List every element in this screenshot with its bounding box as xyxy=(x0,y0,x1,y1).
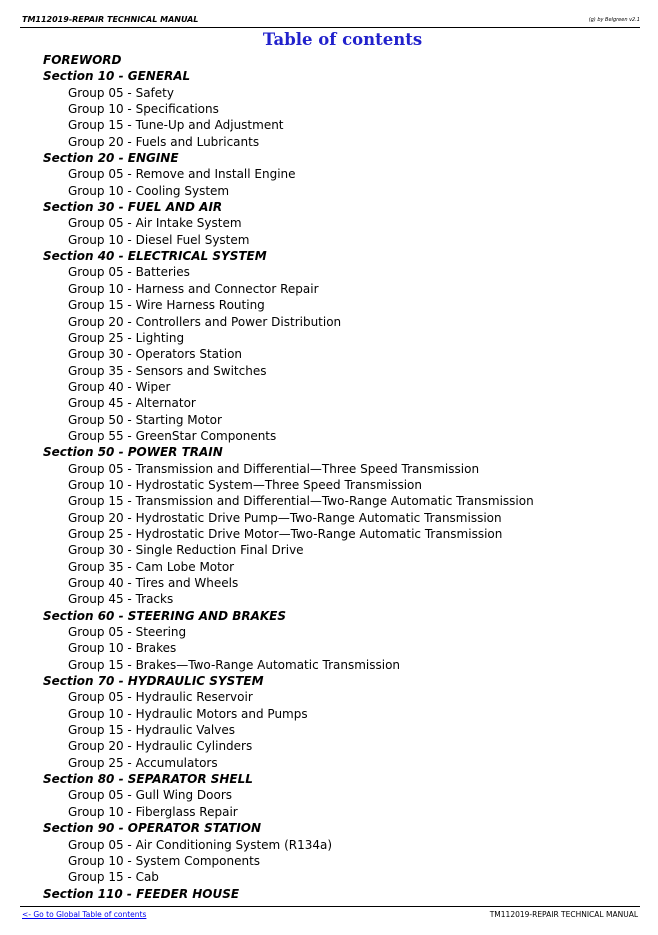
toc-group xyxy=(0,183,658,199)
toc-group xyxy=(0,117,658,133)
toc-group xyxy=(0,657,658,673)
toc-group-link[interactable]: Group 10 - Diesel Fuel System xyxy=(68,232,250,247)
toc-group xyxy=(0,379,658,395)
toc-group xyxy=(0,134,658,150)
toc-group-link[interactable]: Group 20 - Fuels and Lubricants xyxy=(68,134,260,149)
toc-section-link[interactable]: Section 80 - SEPARATOR SHELL xyxy=(43,772,253,787)
toc-group-link[interactable]: Group 05 - Steering xyxy=(68,625,187,640)
toc-group xyxy=(0,314,658,330)
toc-group xyxy=(0,738,658,754)
toc-section xyxy=(0,52,658,68)
toc-section-link[interactable]: Section 50 - POWER TRAIN xyxy=(43,445,223,460)
toc-group xyxy=(0,640,658,656)
toc-group-link[interactable]: Group 25 - Hydrostatic Drive Motor—Two-Range Automatic Transmission xyxy=(68,526,503,541)
toc-section-link[interactable]: Section 70 - HYDRAULIC SYSTEM xyxy=(43,674,264,689)
toc-group-link[interactable]: Group 10 - Hydrostatic System—Three Speed Transmission xyxy=(68,477,422,492)
toc-group xyxy=(0,755,658,771)
toc-group-link[interactable]: Group 05 - Air Intake System xyxy=(68,216,242,231)
toc-group xyxy=(0,346,658,362)
toc-group-link[interactable]: Group 50 - Starting Motor xyxy=(68,412,222,427)
toc-group xyxy=(0,787,658,803)
toc-group-link[interactable]: Group 05 - Batteries xyxy=(68,265,190,280)
toc-group-link[interactable]: Group 10 - Hydraulic Motors and Pumps xyxy=(68,706,308,721)
toc-group-link[interactable]: Group 10 - System Components xyxy=(68,853,261,868)
header-divider xyxy=(20,27,640,28)
footer-divider xyxy=(20,906,640,907)
toc-group xyxy=(0,689,658,705)
toc-group-link[interactable]: Group 20 - Hydrostatic Drive Pump—Two-Range Automatic Transmission xyxy=(68,510,502,525)
toc-group-link[interactable]: Group 15 - Wire Harness Routing xyxy=(68,298,265,313)
toc-group-link[interactable]: Group 10 - Brakes xyxy=(68,641,177,656)
page-header xyxy=(20,14,640,26)
toc-section-link[interactable]: Section 110 - FEEDER HOUSE xyxy=(43,886,240,901)
toc-group xyxy=(0,101,658,117)
toc-section-link[interactable]: Section 60 - STEERING AND BRAKES xyxy=(43,608,287,623)
credit-text: (g) by Belgreen v2.1 xyxy=(588,17,640,23)
manual-title: TM112019-REPAIR TECHNICAL MANUAL xyxy=(22,15,199,24)
toc-group xyxy=(0,363,658,379)
toc-group xyxy=(0,297,658,313)
toc-section xyxy=(0,199,658,215)
toc-group-link[interactable]: Group 05 - Remove and Install Engine xyxy=(68,167,296,182)
toc-section xyxy=(0,673,658,689)
toc-section xyxy=(0,886,658,902)
toc-group-link[interactable]: Group 15 - Transmission and Differential—Two-Range Automatic Transmission xyxy=(68,494,534,509)
toc-group xyxy=(0,575,658,591)
toc-section-link[interactable]: Section 20 - ENGINE xyxy=(43,151,179,166)
toc-group-link[interactable]: Group 35 - Cam Lobe Motor xyxy=(68,559,235,574)
toc-group-link[interactable]: Group 30 - Operators Station xyxy=(68,347,243,362)
toc-group-link[interactable]: Group 15 - Brakes—Two-Range Automatic Transmission xyxy=(68,657,401,672)
toc-group-link[interactable]: Group 05 - Safety xyxy=(68,85,174,100)
toc-group-link[interactable]: Group 35 - Sensors and Switches xyxy=(68,363,267,378)
toc-group xyxy=(0,526,658,542)
toc-section xyxy=(0,68,658,84)
toc-group xyxy=(0,85,658,101)
toc-group-link[interactable]: Group 05 - Transmission and Differential—Three Speed Transmission xyxy=(68,461,480,476)
table-of-contents xyxy=(0,52,658,902)
toc-group-link[interactable]: Group 10 - Fiberglass Repair xyxy=(68,804,238,819)
toc-group-link[interactable]: Group 10 - Cooling System xyxy=(68,183,230,198)
toc-group-link[interactable]: Group 40 - Wiper xyxy=(68,379,171,394)
toc-group-link[interactable]: Group 15 - Tune-Up and Adjustment xyxy=(68,118,284,133)
toc-group xyxy=(0,412,658,428)
toc-group-link[interactable]: Group 15 - Hydraulic Valves xyxy=(68,723,235,738)
toc-group xyxy=(0,804,658,820)
toc-section xyxy=(0,820,658,836)
toc-group-link[interactable]: Group 15 - Cab xyxy=(68,870,159,885)
toc-group xyxy=(0,493,658,509)
toc-group xyxy=(0,264,658,280)
toc-section-link[interactable]: Section 10 - GENERAL xyxy=(43,69,191,84)
toc-group xyxy=(0,395,658,411)
toc-section-link[interactable]: Section 40 - ELECTRICAL SYSTEM xyxy=(43,249,267,264)
toc-group xyxy=(0,510,658,526)
toc-section-link[interactable]: Section 30 - FUEL AND AIR xyxy=(43,200,223,215)
toc-section-link[interactable]: Section 90 - OPERATOR STATION xyxy=(43,821,262,836)
toc-group xyxy=(0,281,658,297)
toc-group xyxy=(0,428,658,444)
toc-group xyxy=(0,330,658,346)
toc-group xyxy=(0,869,658,885)
global-toc-link[interactable]: <- Go to Global Table of contents xyxy=(22,910,147,919)
toc-group xyxy=(0,559,658,575)
toc-group xyxy=(0,591,658,607)
toc-section xyxy=(0,444,658,460)
toc-group xyxy=(0,706,658,722)
toc-group-link[interactable]: Group 25 - Accumulators xyxy=(68,755,218,770)
toc-section xyxy=(0,771,658,787)
toc-section xyxy=(0,150,658,166)
toc-section xyxy=(0,248,658,264)
toc-group-link[interactable]: Group 40 - Tires and Wheels xyxy=(68,576,239,590)
toc-group-link[interactable]: Group 20 - Hydraulic Cylinders xyxy=(68,739,253,754)
toc-group-link[interactable]: Group 05 - Hydraulic Reservoir xyxy=(68,690,253,705)
toc-group-link[interactable]: Group 25 - Lighting xyxy=(68,330,185,345)
toc-group-link[interactable]: Group 55 - GreenStar Components xyxy=(68,428,277,443)
toc-group-link[interactable]: Group 05 - Air Conditioning System (R134a) xyxy=(68,837,333,852)
toc-group xyxy=(0,477,658,493)
toc-group-link[interactable]: Group 30 - Single Reduction Final Drive xyxy=(68,543,304,558)
toc-group-link[interactable]: Group 45 - Tracks xyxy=(68,592,174,607)
page-title: Table of contents xyxy=(262,30,423,49)
toc-group xyxy=(0,215,658,231)
toc-group-link[interactable]: Group 20 - Controllers and Power Distribution xyxy=(68,314,342,329)
toc-section xyxy=(0,608,658,624)
toc-section-link[interactable]: FOREWORD xyxy=(43,53,122,67)
toc-group xyxy=(0,624,658,640)
toc-group xyxy=(0,232,658,248)
toc-group xyxy=(0,837,658,853)
footer-manual-title: TM112019-REPAIR TECHNICAL MANUAL xyxy=(489,910,638,919)
toc-group-link[interactable]: Group 45 - Alternator xyxy=(68,396,196,411)
toc-group xyxy=(0,461,658,477)
toc-group-link[interactable]: Group 10 - Specifications xyxy=(68,102,219,117)
toc-group xyxy=(0,853,658,869)
toc-group xyxy=(0,166,658,182)
toc-group xyxy=(0,542,658,558)
toc-group-link[interactable]: Group 05 - Gull Wing Doors xyxy=(68,788,233,803)
toc-group xyxy=(0,722,658,738)
toc-group-link[interactable]: Group 10 - Harness and Connector Repair xyxy=(68,281,319,296)
